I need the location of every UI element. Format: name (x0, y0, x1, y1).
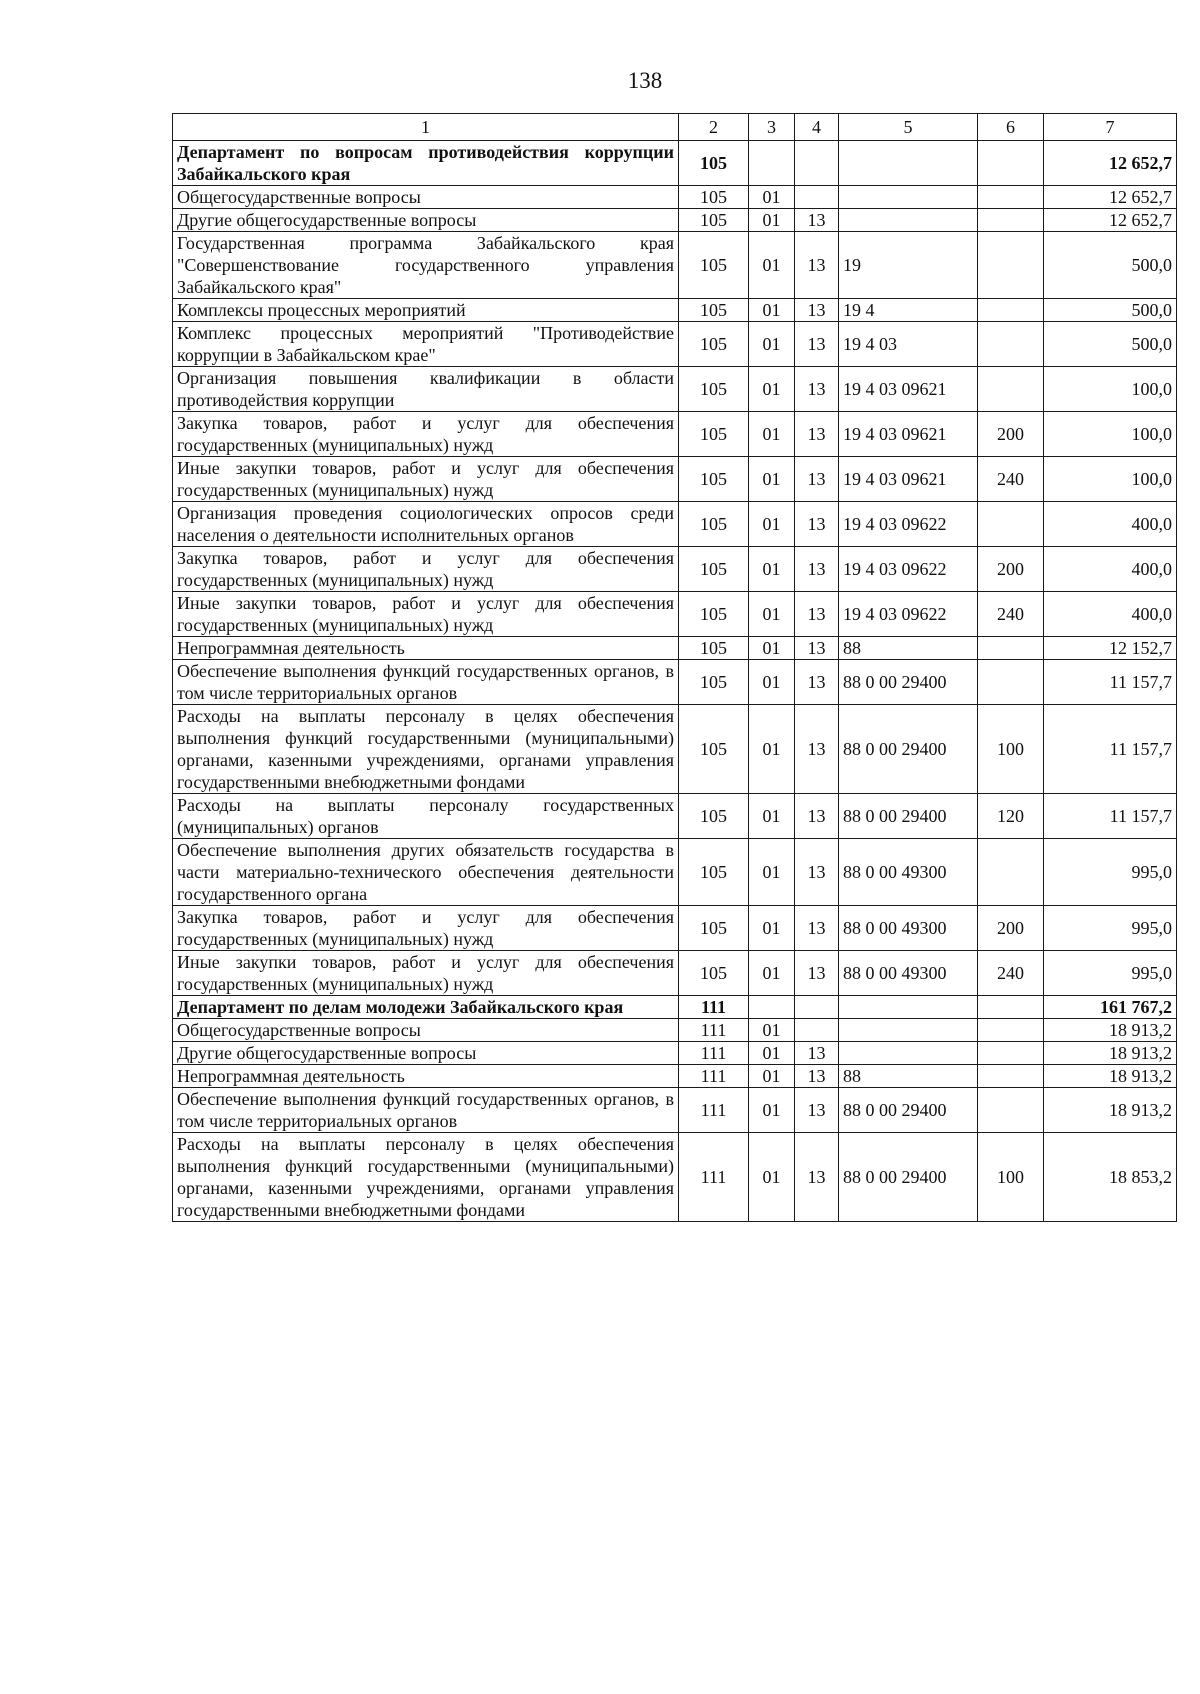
row-name-cell: Государственная программа Забайкальского края "Совершенствование государственного управления Забайкальского края" (173, 232, 679, 299)
column-header: 6 (978, 114, 1044, 141)
table-row (173, 1133, 1177, 1222)
target-article-cell (839, 209, 978, 232)
column-header: 7 (1044, 114, 1177, 141)
ministry-code-cell: 105 (679, 906, 749, 951)
expense-type-cell: 200 (978, 412, 1044, 457)
target-article-cell: 19 4 03 09622 (839, 547, 978, 592)
target-article-cell: 88 0 00 49300 (839, 839, 978, 906)
amount-cell: 500,0 (1044, 322, 1177, 367)
expense-type-cell (978, 637, 1044, 660)
amount-cell: 11 157,7 (1044, 660, 1177, 705)
expense-type-cell (978, 209, 1044, 232)
table-row (173, 547, 1177, 592)
target-article-cell: 19 (839, 232, 978, 299)
expense-type-cell (978, 1019, 1044, 1042)
ministry-code-cell: 105 (679, 839, 749, 906)
target-article-cell (839, 141, 978, 186)
subsection-code-cell: 13 (795, 367, 839, 412)
subsection-code-cell: 13 (795, 412, 839, 457)
target-article-cell: 88 0 00 29400 (839, 794, 978, 839)
subsection-code-cell (795, 141, 839, 186)
target-article-cell: 19 4 (839, 299, 978, 322)
target-article-cell: 88 (839, 637, 978, 660)
ministry-code-cell: 105 (679, 705, 749, 794)
expense-type-cell (978, 996, 1044, 1019)
ministry-code-cell: 105 (679, 186, 749, 209)
amount-cell: 161 767,2 (1044, 996, 1177, 1019)
table-row (173, 232, 1177, 299)
section-code-cell: 01 (749, 502, 795, 547)
subsection-code-cell: 13 (795, 637, 839, 660)
target-article-cell (839, 996, 978, 1019)
section-code-cell: 01 (749, 637, 795, 660)
section-code-cell: 01 (749, 232, 795, 299)
ministry-code-cell: 111 (679, 1019, 749, 1042)
section-code-cell: 01 (749, 592, 795, 637)
subsection-code-cell (795, 996, 839, 1019)
amount-cell: 12 652,7 (1044, 209, 1177, 232)
expense-type-cell (978, 1088, 1044, 1133)
ministry-code-cell: 111 (679, 1133, 749, 1222)
table-row (173, 1042, 1177, 1065)
table-row (173, 209, 1177, 232)
section-code-cell: 01 (749, 457, 795, 502)
budget-table (172, 113, 1177, 1222)
section-code-cell: 01 (749, 951, 795, 996)
table-row (173, 705, 1177, 794)
target-article-cell: 88 0 00 49300 (839, 951, 978, 996)
row-name-cell: Закупка товаров, работ и услуг для обеспечения государственных (муниципальных) нужд (173, 412, 679, 457)
section-code-cell: 01 (749, 660, 795, 705)
expense-type-cell: 240 (978, 951, 1044, 996)
ministry-code-cell: 105 (679, 367, 749, 412)
subsection-code-cell: 13 (795, 322, 839, 367)
subsection-code-cell: 13 (795, 1042, 839, 1065)
amount-cell: 400,0 (1044, 547, 1177, 592)
ministry-code-cell: 105 (679, 322, 749, 367)
column-header: 5 (839, 114, 978, 141)
subsection-code-cell (795, 1019, 839, 1042)
table-row (173, 906, 1177, 951)
amount-cell: 18 913,2 (1044, 1019, 1177, 1042)
subsection-code-cell: 13 (795, 232, 839, 299)
section-code-cell: 01 (749, 412, 795, 457)
table-row (173, 367, 1177, 412)
row-name-cell: Иные закупки товаров, работ и услуг для обеспечения государственных (муниципальных) нужд (173, 457, 679, 502)
table-row (173, 502, 1177, 547)
table-row (173, 637, 1177, 660)
expense-type-cell (978, 322, 1044, 367)
amount-cell: 11 157,7 (1044, 705, 1177, 794)
table-row (173, 794, 1177, 839)
section-code-cell: 01 (749, 906, 795, 951)
subsection-code-cell: 13 (795, 705, 839, 794)
table-row (173, 592, 1177, 637)
row-name-cell: Расходы на выплаты персоналу государственных (муниципальных) органов (173, 794, 679, 839)
row-name-cell: Комплекс процессных мероприятий "Противодействие коррупции в Забайкальском крае" (173, 322, 679, 367)
expense-type-cell: 120 (978, 794, 1044, 839)
subsection-code-cell: 13 (795, 1133, 839, 1222)
amount-cell: 11 157,7 (1044, 794, 1177, 839)
row-name-cell: Другие общегосударственные вопросы (173, 209, 679, 232)
amount-cell: 18 853,2 (1044, 1133, 1177, 1222)
amount-cell: 100,0 (1044, 412, 1177, 457)
amount-cell: 100,0 (1044, 457, 1177, 502)
section-code-cell: 01 (749, 1065, 795, 1088)
expense-type-cell (978, 141, 1044, 186)
row-name-cell: Организация проведения социологических опросов среди населения о деятельности исполнительных органов (173, 502, 679, 547)
section-code-cell: 01 (749, 839, 795, 906)
section-code-cell (749, 996, 795, 1019)
row-name-cell: Другие общегосударственные вопросы (173, 1042, 679, 1065)
table-row (173, 299, 1177, 322)
table-body (173, 141, 1177, 1222)
subsection-code-cell: 13 (795, 1088, 839, 1133)
subsection-code-cell: 13 (795, 839, 839, 906)
expense-type-cell (978, 186, 1044, 209)
amount-cell: 18 913,2 (1044, 1065, 1177, 1088)
table-row (173, 1088, 1177, 1133)
ministry-code-cell: 105 (679, 412, 749, 457)
section-code-cell: 01 (749, 322, 795, 367)
row-name-cell: Департамент по вопросам противодействия коррупции Забайкальского края (173, 141, 679, 186)
target-article-cell: 19 4 03 (839, 322, 978, 367)
subsection-code-cell: 13 (795, 1065, 839, 1088)
subsection-code-cell: 13 (795, 906, 839, 951)
column-number-row (173, 114, 1177, 141)
ministry-code-cell: 105 (679, 141, 749, 186)
subsection-code-cell: 13 (795, 660, 839, 705)
table-row (173, 1065, 1177, 1088)
row-name-cell: Расходы на выплаты персоналу в целях обеспечения выполнения функций государственными (муниципальными) органами, казенными учреждениями, органами управления государственными внебюджетными фондами (173, 1133, 679, 1222)
target-article-cell: 88 (839, 1065, 978, 1088)
row-name-cell: Иные закупки товаров, работ и услуг для обеспечения государственных (муниципальных) нужд (173, 592, 679, 637)
target-article-cell (839, 1019, 978, 1042)
ministry-code-cell: 105 (679, 951, 749, 996)
target-article-cell: 19 4 03 09621 (839, 412, 978, 457)
ministry-code-cell: 105 (679, 794, 749, 839)
column-header: 3 (749, 114, 795, 141)
amount-cell: 18 913,2 (1044, 1042, 1177, 1065)
expense-type-cell (978, 502, 1044, 547)
amount-cell: 995,0 (1044, 839, 1177, 906)
ministry-code-cell: 105 (679, 547, 749, 592)
target-article-cell: 88 0 00 29400 (839, 1088, 978, 1133)
target-article-cell (839, 1042, 978, 1065)
column-header: 4 (795, 114, 839, 141)
subsection-code-cell: 13 (795, 502, 839, 547)
ministry-code-cell: 105 (679, 457, 749, 502)
expense-type-cell: 240 (978, 592, 1044, 637)
section-code-cell (749, 141, 795, 186)
table-row (173, 660, 1177, 705)
expense-type-cell: 100 (978, 1133, 1044, 1222)
ministry-code-cell: 105 (679, 660, 749, 705)
ministry-code-cell: 105 (679, 209, 749, 232)
subsection-code-cell: 13 (795, 794, 839, 839)
page-number: 138 (627, 68, 663, 93)
row-name-cell: Комплексы процессных мероприятий (173, 299, 679, 322)
subsection-code-cell: 13 (795, 951, 839, 996)
ministry-code-cell: 111 (679, 1065, 749, 1088)
amount-cell: 400,0 (1044, 592, 1177, 637)
subsection-code-cell: 13 (795, 592, 839, 637)
target-article-cell: 88 0 00 49300 (839, 906, 978, 951)
amount-cell: 500,0 (1044, 232, 1177, 299)
target-article-cell (839, 186, 978, 209)
section-code-cell: 01 (749, 1088, 795, 1133)
row-name-cell: Обеспечение выполнения функций государственных органов, в том числе территориальных органов (173, 1088, 679, 1133)
target-article-cell: 19 4 03 09622 (839, 502, 978, 547)
row-name-cell: Закупка товаров, работ и услуг для обеспечения государственных (муниципальных) нужд (173, 906, 679, 951)
row-name-cell: Департамент по делам молодежи Забайкальского края (173, 996, 679, 1019)
expense-type-cell (978, 232, 1044, 299)
row-name-cell: Обеспечение выполнения функций государственных органов, в том числе территориальных органов (173, 660, 679, 705)
expense-type-cell (978, 1065, 1044, 1088)
expense-type-cell (978, 660, 1044, 705)
table-row (173, 457, 1177, 502)
expense-type-cell (978, 1042, 1044, 1065)
subsection-code-cell: 13 (795, 457, 839, 502)
subsection-code-cell: 13 (795, 547, 839, 592)
section-code-cell: 01 (749, 186, 795, 209)
expense-type-cell (978, 367, 1044, 412)
ministry-code-cell: 111 (679, 996, 749, 1019)
section-code-cell: 01 (749, 1133, 795, 1222)
expense-type-cell: 240 (978, 457, 1044, 502)
section-code-cell: 01 (749, 794, 795, 839)
table-row (173, 186, 1177, 209)
row-name-cell: Закупка товаров, работ и услуг для обеспечения государственных (муниципальных) нужд (173, 547, 679, 592)
target-article-cell: 19 4 03 09622 (839, 592, 978, 637)
section-code-cell: 01 (749, 547, 795, 592)
target-article-cell: 88 0 00 29400 (839, 660, 978, 705)
target-article-cell: 88 0 00 29400 (839, 705, 978, 794)
amount-cell: 12 652,7 (1044, 141, 1177, 186)
section-code-cell: 01 (749, 299, 795, 322)
row-name-cell: Непрограммная деятельность (173, 637, 679, 660)
amount-cell: 100,0 (1044, 367, 1177, 412)
row-name-cell: Непрограммная деятельность (173, 1065, 679, 1088)
table-row (173, 996, 1177, 1019)
table-row (173, 1019, 1177, 1042)
ministry-code-cell: 105 (679, 637, 749, 660)
row-name-cell: Обеспечение выполнения других обязательств государства в части материально-технического обеспечения деятельности государственного органа (173, 839, 679, 906)
section-code-cell: 01 (749, 1042, 795, 1065)
target-article-cell: 88 0 00 29400 (839, 1133, 978, 1222)
amount-cell: 12 152,7 (1044, 637, 1177, 660)
subsection-code-cell (795, 186, 839, 209)
target-article-cell: 19 4 03 09621 (839, 367, 978, 412)
expense-type-cell: 200 (978, 906, 1044, 951)
expense-type-cell: 200 (978, 547, 1044, 592)
row-name-cell: Общегосударственные вопросы (173, 186, 679, 209)
column-header: 1 (173, 114, 679, 141)
section-code-cell: 01 (749, 209, 795, 232)
section-code-cell: 01 (749, 367, 795, 412)
amount-cell: 400,0 (1044, 502, 1177, 547)
row-name-cell: Организация повышения квалификации в области противодействия коррупции (173, 367, 679, 412)
ministry-code-cell: 105 (679, 232, 749, 299)
table-row (173, 951, 1177, 996)
ministry-code-cell: 111 (679, 1042, 749, 1065)
section-code-cell: 01 (749, 705, 795, 794)
row-name-cell: Иные закупки товаров, работ и услуг для обеспечения государственных (муниципальных) нужд (173, 951, 679, 996)
ministry-code-cell: 105 (679, 502, 749, 547)
subsection-code-cell: 13 (795, 209, 839, 232)
expense-type-cell: 100 (978, 705, 1044, 794)
row-name-cell: Общегосударственные вопросы (173, 1019, 679, 1042)
section-code-cell: 01 (749, 1019, 795, 1042)
amount-cell: 12 652,7 (1044, 186, 1177, 209)
ministry-code-cell: 105 (679, 592, 749, 637)
amount-cell: 500,0 (1044, 299, 1177, 322)
subsection-code-cell: 13 (795, 299, 839, 322)
table-row (173, 839, 1177, 906)
amount-cell: 995,0 (1044, 951, 1177, 996)
table-row (173, 412, 1177, 457)
table-row (173, 322, 1177, 367)
target-article-cell: 19 4 03 09621 (839, 457, 978, 502)
ministry-code-cell: 105 (679, 299, 749, 322)
table-row (173, 141, 1177, 186)
expense-type-cell (978, 299, 1044, 322)
amount-cell: 18 913,2 (1044, 1088, 1177, 1133)
expense-type-cell (978, 839, 1044, 906)
amount-cell: 995,0 (1044, 906, 1177, 951)
row-name-cell: Расходы на выплаты персоналу в целях обеспечения выполнения функций государственными (муниципальными) органами, казенными учреждениями, органами управления государственными внебюджетными фондами (173, 705, 679, 794)
column-header: 2 (679, 114, 749, 141)
ministry-code-cell: 111 (679, 1088, 749, 1133)
